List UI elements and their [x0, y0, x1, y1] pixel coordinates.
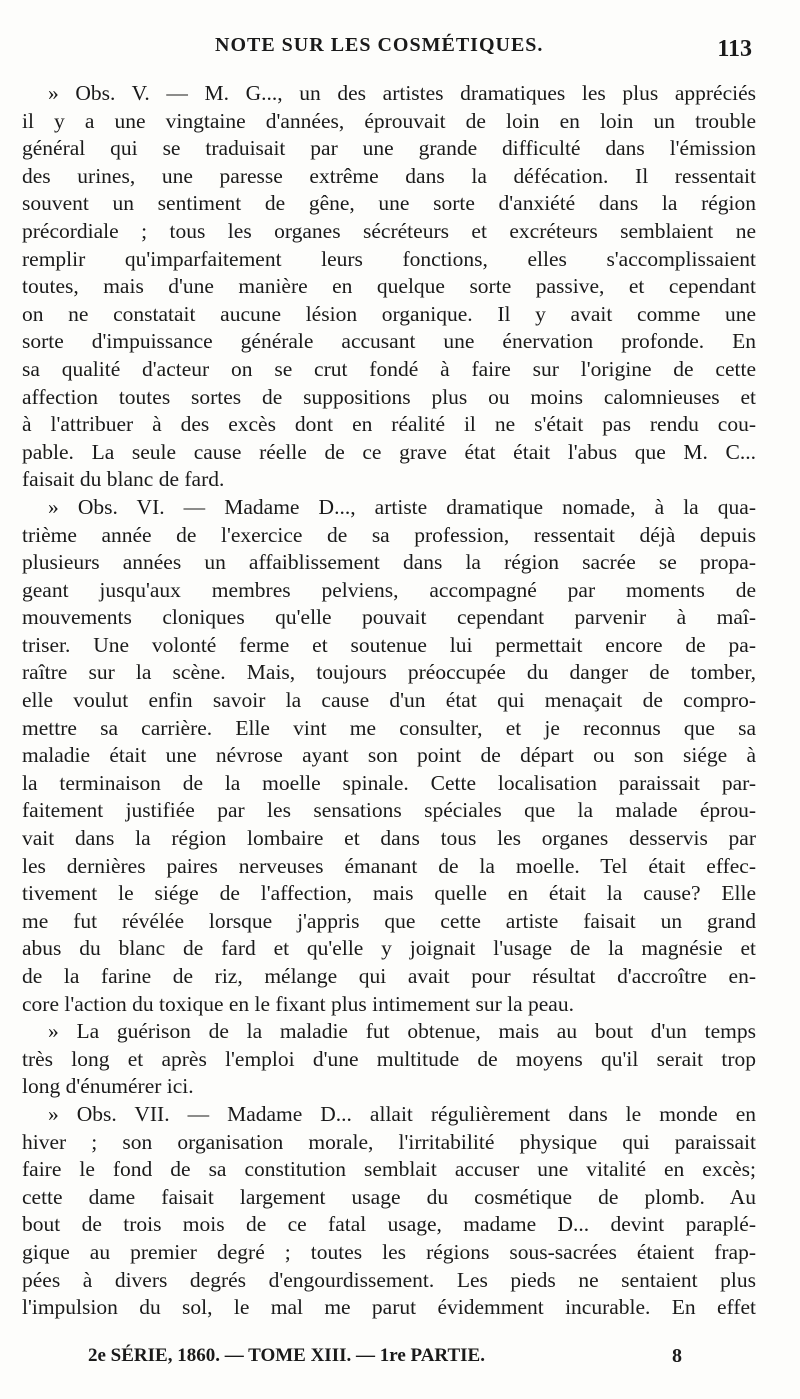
text-line: » Obs. V. — M. G..., un des artistes dramatiques les plus appréciés	[48, 81, 756, 105]
text-line: me fut révélée lorsque j'appris que cette artiste faisait un grand	[22, 908, 756, 933]
text-line: toutes, mais d'une manière en quelque sorte passive, et cependant	[22, 274, 756, 299]
text-line: il y a une vingtaine d'années, éprouvait de loin en loin un trouble	[22, 108, 756, 133]
text-line: très long et après l'emploi d'une multitude de moyens qu'il serait trop	[22, 1046, 756, 1071]
text-line: vait dans la région lombaire et dans tous les organes desservis par	[22, 826, 756, 851]
text-line: on ne constatait aucune lésion organique. Il y avait comme une	[22, 301, 756, 326]
text-line: l'impulsion du sol, le mal me parut évidemment incurable. En effet	[22, 1295, 756, 1320]
text-line: des urines, une paresse extrême dans la défécation. Il ressentait	[22, 163, 756, 188]
body-text	[22, 80, 756, 1322]
text-line: trième année de l'exercice de sa profession, ressentait déjà depuis	[22, 522, 756, 547]
text-line: sorte d'impuissance générale accusant une énervation profonde. En	[22, 329, 756, 354]
text-line: pées à divers degrés d'engourdissement. Les pieds ne sentaient plus	[22, 1267, 756, 1292]
sheet-number: 8	[672, 1345, 682, 1367]
text-line: sa qualité d'acteur on se crut fondé à faire sur l'origine de cette	[22, 356, 756, 381]
text-line: remplir qu'imparfaitement leurs fonctions, elles s'accomplissaient	[22, 246, 756, 271]
text-line: core l'action du toxique en le fixant plus intimement sur la peau.	[22, 991, 574, 1016]
text-line: à l'attribuer à des excès dont en réalité il ne s'était pas rendu cou-	[22, 412, 756, 437]
page-number: 113	[717, 36, 752, 62]
text-line: abus du blanc de fard et qu'elle y joignait l'usage de la magnésie et	[22, 936, 756, 961]
text-line: de la farine de riz, mélange qui avait pour résultat d'accroître en-	[22, 964, 756, 988]
text-line: gique au premier degré ; toutes les régions sous-sacrées étaient frap-	[22, 1239, 756, 1264]
text-line: long d'énumérer ici.	[22, 1074, 194, 1099]
text-line: maladie était une névrose ayant son point de départ ou son siége à	[22, 743, 756, 768]
text-line: affection toutes sortes de suppositions plus ou moins calomnieuses et	[22, 384, 756, 409]
text-line: bout de trois mois de ce fatal usage, madame D... devint paraplé-	[22, 1212, 756, 1237]
text-line: les dernières paires nerveuses émanant de la moelle. Tel était effec-	[22, 853, 756, 878]
text-line: » La guérison de la maladie fut obtenue, mais au bout d'un temps	[48, 1019, 756, 1044]
text-line: » Obs. VI. — Madame D..., artiste dramatique nomade, à la qua-	[48, 494, 756, 519]
text-line: souvent un sentiment de gêne, une sorte d'anxiété dans la région	[22, 191, 756, 216]
text-line: » Obs. VII. — Madame D... allait régulièrement dans le monde en	[48, 1101, 756, 1126]
running-title: NOTE SUR LES COSMÉTIQUES.	[215, 34, 544, 56]
text-line: faire le fond de sa constitution semblait accuser une vitalité en excès;	[22, 1157, 756, 1182]
text-line: cette dame faisait largement usage du cosmétique de plomb. Au	[22, 1184, 756, 1209]
text-line: la terminaison de la moelle spinale. Cette localisation paraissait par-	[22, 770, 756, 795]
text-line: général qui se traduisait par une grande difficulté dans l'émission	[22, 136, 756, 161]
text-line: faitement justifiée par les sensations spéciales que la malade éprou-	[22, 798, 756, 823]
text-line: tivement le siége de l'affection, mais quelle en était la cause? Elle	[22, 881, 756, 906]
text-line: elle voulut enfin savoir la cause d'un état qui menaçait de compro-	[22, 688, 756, 713]
text-line: hiver ; son organisation morale, l'irritabilité physique qui paraissait	[22, 1129, 756, 1154]
text-line: triser. Une volonté ferme et soutenue lui permettait encore de pa-	[22, 632, 756, 657]
text-line: faisait du blanc de fard.	[22, 467, 225, 492]
text-line: plusieurs années un affaiblissement dans la région sacrée se propa-	[22, 550, 756, 575]
text-line: précordiale ; tous les organes sécréteurs et excréteurs semblaient ne	[22, 218, 756, 243]
text-line: mettre sa carrière. Elle vint me consulter, et je reconnus que sa	[22, 715, 756, 740]
text-line: pable. La seule cause réelle de ce grave état était l'abus que M. C...	[22, 439, 756, 464]
text-line: mouvements cloniques qu'elle pouvait cependant parvenir à maî-	[22, 605, 756, 630]
text-line: geant jusqu'aux membres pelviens, accompagné par moments de	[22, 577, 756, 602]
text-line: raître sur la scène. Mais, toujours préoccupée du danger de tomber,	[22, 660, 756, 685]
running-head	[0, 34, 800, 64]
page-footer	[0, 1345, 800, 1375]
series-signature: 2e SÉRIE, 1860. — TOME XIII. — 1re PARTIE.	[88, 1345, 485, 1366]
